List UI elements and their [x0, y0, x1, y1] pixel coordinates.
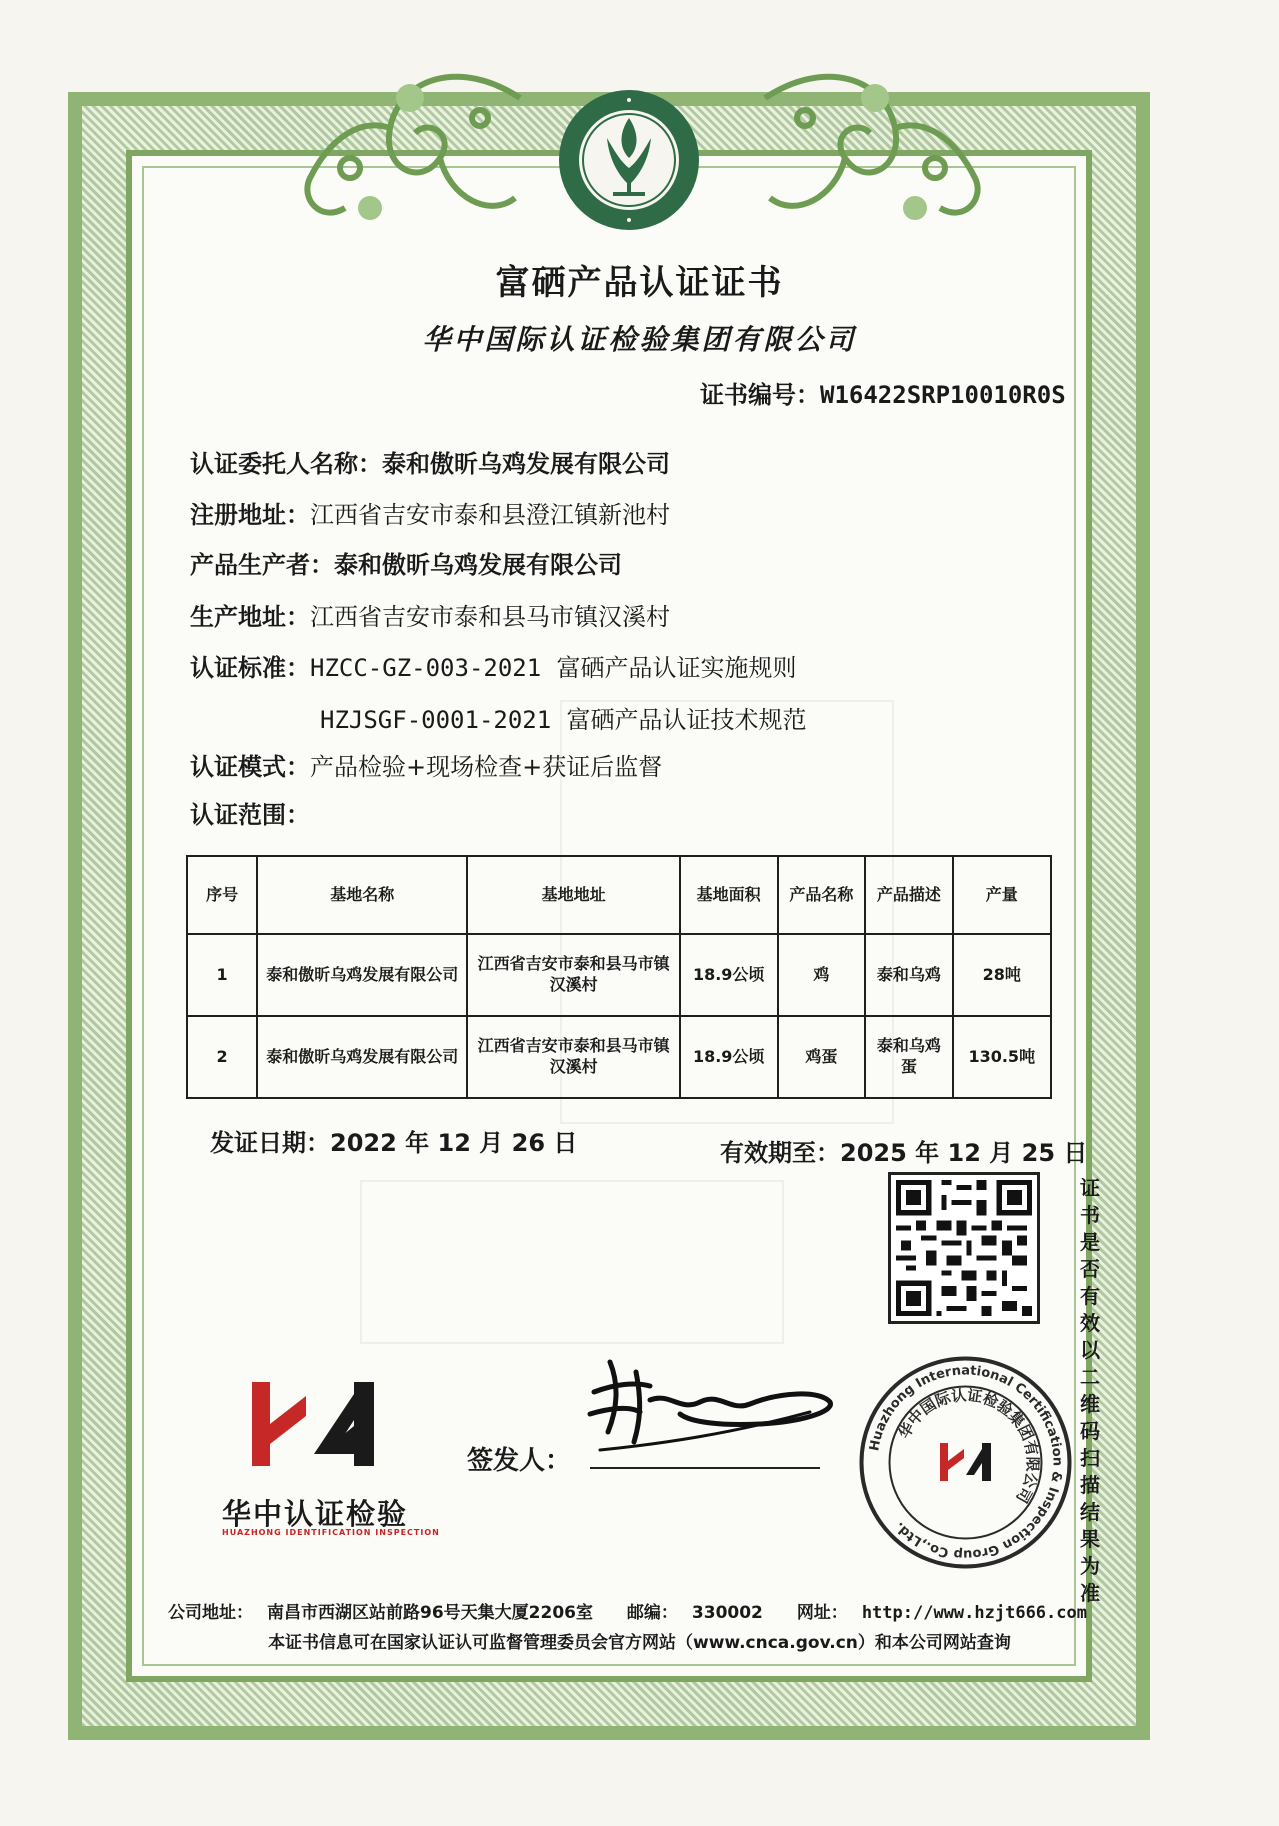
footer-website-link[interactable]: http://www.hzjt666.com — [861, 1603, 1087, 1623]
production-address-row — [190, 597, 670, 632]
top-seal-emblem-icon — [557, 88, 701, 232]
table-cell: 泰和傲昕乌鸡发展有限公司 — [257, 934, 467, 1016]
certificate-title: 富硒产品认证证书 — [495, 263, 784, 303]
footer-postcode-label: 邮编： — [626, 1603, 678, 1623]
expiry-date — [720, 1133, 1087, 1168]
qr-code-icon[interactable] — [888, 1172, 1040, 1324]
registered-address-label: 注册地址： — [190, 501, 310, 529]
footer-postcode-value: 330002 — [691, 1603, 763, 1623]
client-row — [190, 444, 670, 479]
issue-date-label: 发证日期： — [210, 1129, 330, 1157]
producer-label: 产品生产者： — [190, 551, 334, 579]
table-header-cell: 产品描述 — [865, 856, 952, 934]
table-cell: 江西省吉安市泰和县马市镇汉溪村 — [467, 1016, 679, 1098]
table-cell: 泰和乌鸡蛋 — [865, 1016, 952, 1098]
table-header-cell: 基地名称 — [257, 856, 467, 934]
footer-address — [168, 1603, 607, 1623]
standard-2-name: 富硒产品认证技术规范 — [566, 706, 807, 734]
table-header-cell: 产品名称 — [778, 856, 865, 934]
expiry-date-label: 有效期至： — [720, 1139, 840, 1167]
table-row — [187, 934, 1051, 1016]
producer-value: 泰和傲昕乌鸡发展有限公司 — [334, 551, 622, 579]
standard-2-code: HZJSGF-0001-2021 — [320, 706, 552, 734]
certificate-number-label: 证书编号： — [700, 381, 820, 409]
mode-value: 产品检验+现场检查+获证后监督 — [310, 753, 663, 781]
issue-date — [210, 1123, 577, 1158]
signature-icon — [580, 1352, 840, 1462]
table-header-cell: 序号 — [187, 856, 257, 934]
left-ornament-icon — [290, 58, 530, 238]
table-cell: 鸡蛋 — [778, 1016, 865, 1098]
footer-postcode — [627, 1603, 777, 1623]
scope-row — [190, 795, 310, 830]
mode-label: 认证模式： — [190, 753, 310, 781]
standard-label: 认证标准： — [190, 654, 310, 682]
brand-name: 华中认证检验 — [222, 1497, 409, 1531]
client-value: 泰和傲昕乌鸡发展有限公司 — [382, 450, 670, 478]
producer-row — [190, 545, 622, 580]
qr-validity-note: 证书是否有效以二维码扫描结果为准 — [1080, 1176, 1100, 1605]
table-cell: 泰和乌鸡 — [865, 934, 952, 1016]
mode-row — [190, 747, 662, 782]
table-header-cell: 产量 — [953, 856, 1051, 934]
table-cell: 2 — [187, 1016, 257, 1098]
production-address-value: 江西省吉安市泰和县马市镇汉溪村 — [310, 603, 670, 631]
right-ornament-icon — [755, 58, 995, 238]
issue-date-value: 2022 年 12 月 26 日 — [330, 1129, 578, 1157]
table-cell: 江西省吉安市泰和县马市镇汉溪村 — [467, 934, 679, 1016]
standard-row-1 — [190, 648, 796, 683]
footer-address-value: 南昌市西湖区站前路96号天集大厦2206室 — [267, 1603, 593, 1623]
standard-row-2 — [320, 700, 806, 735]
brand-subtitle: HUAZHONG IDENTIFICATION INSPECTION — [222, 1528, 440, 1537]
footer-website-label: 网址： — [796, 1603, 848, 1623]
certificate-number — [700, 375, 1066, 410]
issuer-name: 华中国际认证检验集团有限公司 — [422, 323, 857, 356]
certificate-number-value: W16422SRP10010R0S — [820, 381, 1066, 409]
signer-label: 签发人： — [467, 1446, 572, 1476]
client-label: 认证委托人名称： — [190, 450, 382, 478]
table-cell: 18.9公顷 — [680, 1016, 778, 1098]
standard-1-name: 富硒产品认证实施规则 — [556, 654, 797, 682]
scope-label: 认证范围： — [190, 801, 310, 829]
watermark-shape — [360, 1180, 784, 1344]
table-row — [187, 1016, 1051, 1098]
stamp-inner-text: 华中国际认证检验集团有限公司 — [895, 1386, 1042, 1507]
footer-contact — [168, 1598, 1115, 1623]
production-address-label: 生产地址： — [190, 603, 310, 631]
footer-address-label: 公司地址： — [168, 1603, 253, 1623]
table-header-row — [187, 856, 1051, 934]
footer-verification-note: 本证书信息可在国家认证认可监督管理委员会官方网站（www.cnca.gov.cn）和本公司网站查询 — [268, 1633, 1011, 1653]
scope-table — [186, 855, 1052, 1099]
stamp-outer-text: Huazhong International Certification & Inspection Group Co.,Ltd. — [867, 1363, 1065, 1562]
table-header-cell: 基地面积 — [680, 856, 778, 934]
table-header-cell: 基地地址 — [467, 856, 679, 934]
registered-address-row — [190, 495, 670, 530]
company-stamp-icon — [858, 1355, 1073, 1570]
table-cell: 鸡 — [778, 934, 865, 1016]
table-cell: 28吨 — [953, 934, 1051, 1016]
table-cell: 1 — [187, 934, 257, 1016]
brand-logo-icon — [250, 1380, 378, 1490]
footer-website — [797, 1603, 1101, 1623]
standard-1-code: HZCC-GZ-003-2021 — [310, 654, 542, 682]
registered-address-value: 江西省吉安市泰和县澄江镇新池村 — [310, 501, 670, 529]
table-cell: 130.5吨 — [953, 1016, 1051, 1098]
expiry-date-value: 2025 年 12 月 25 日 — [840, 1139, 1088, 1167]
signature-line — [590, 1467, 820, 1469]
table-cell: 18.9公顷 — [680, 934, 778, 1016]
table-cell: 泰和傲昕乌鸡发展有限公司 — [257, 1016, 467, 1098]
